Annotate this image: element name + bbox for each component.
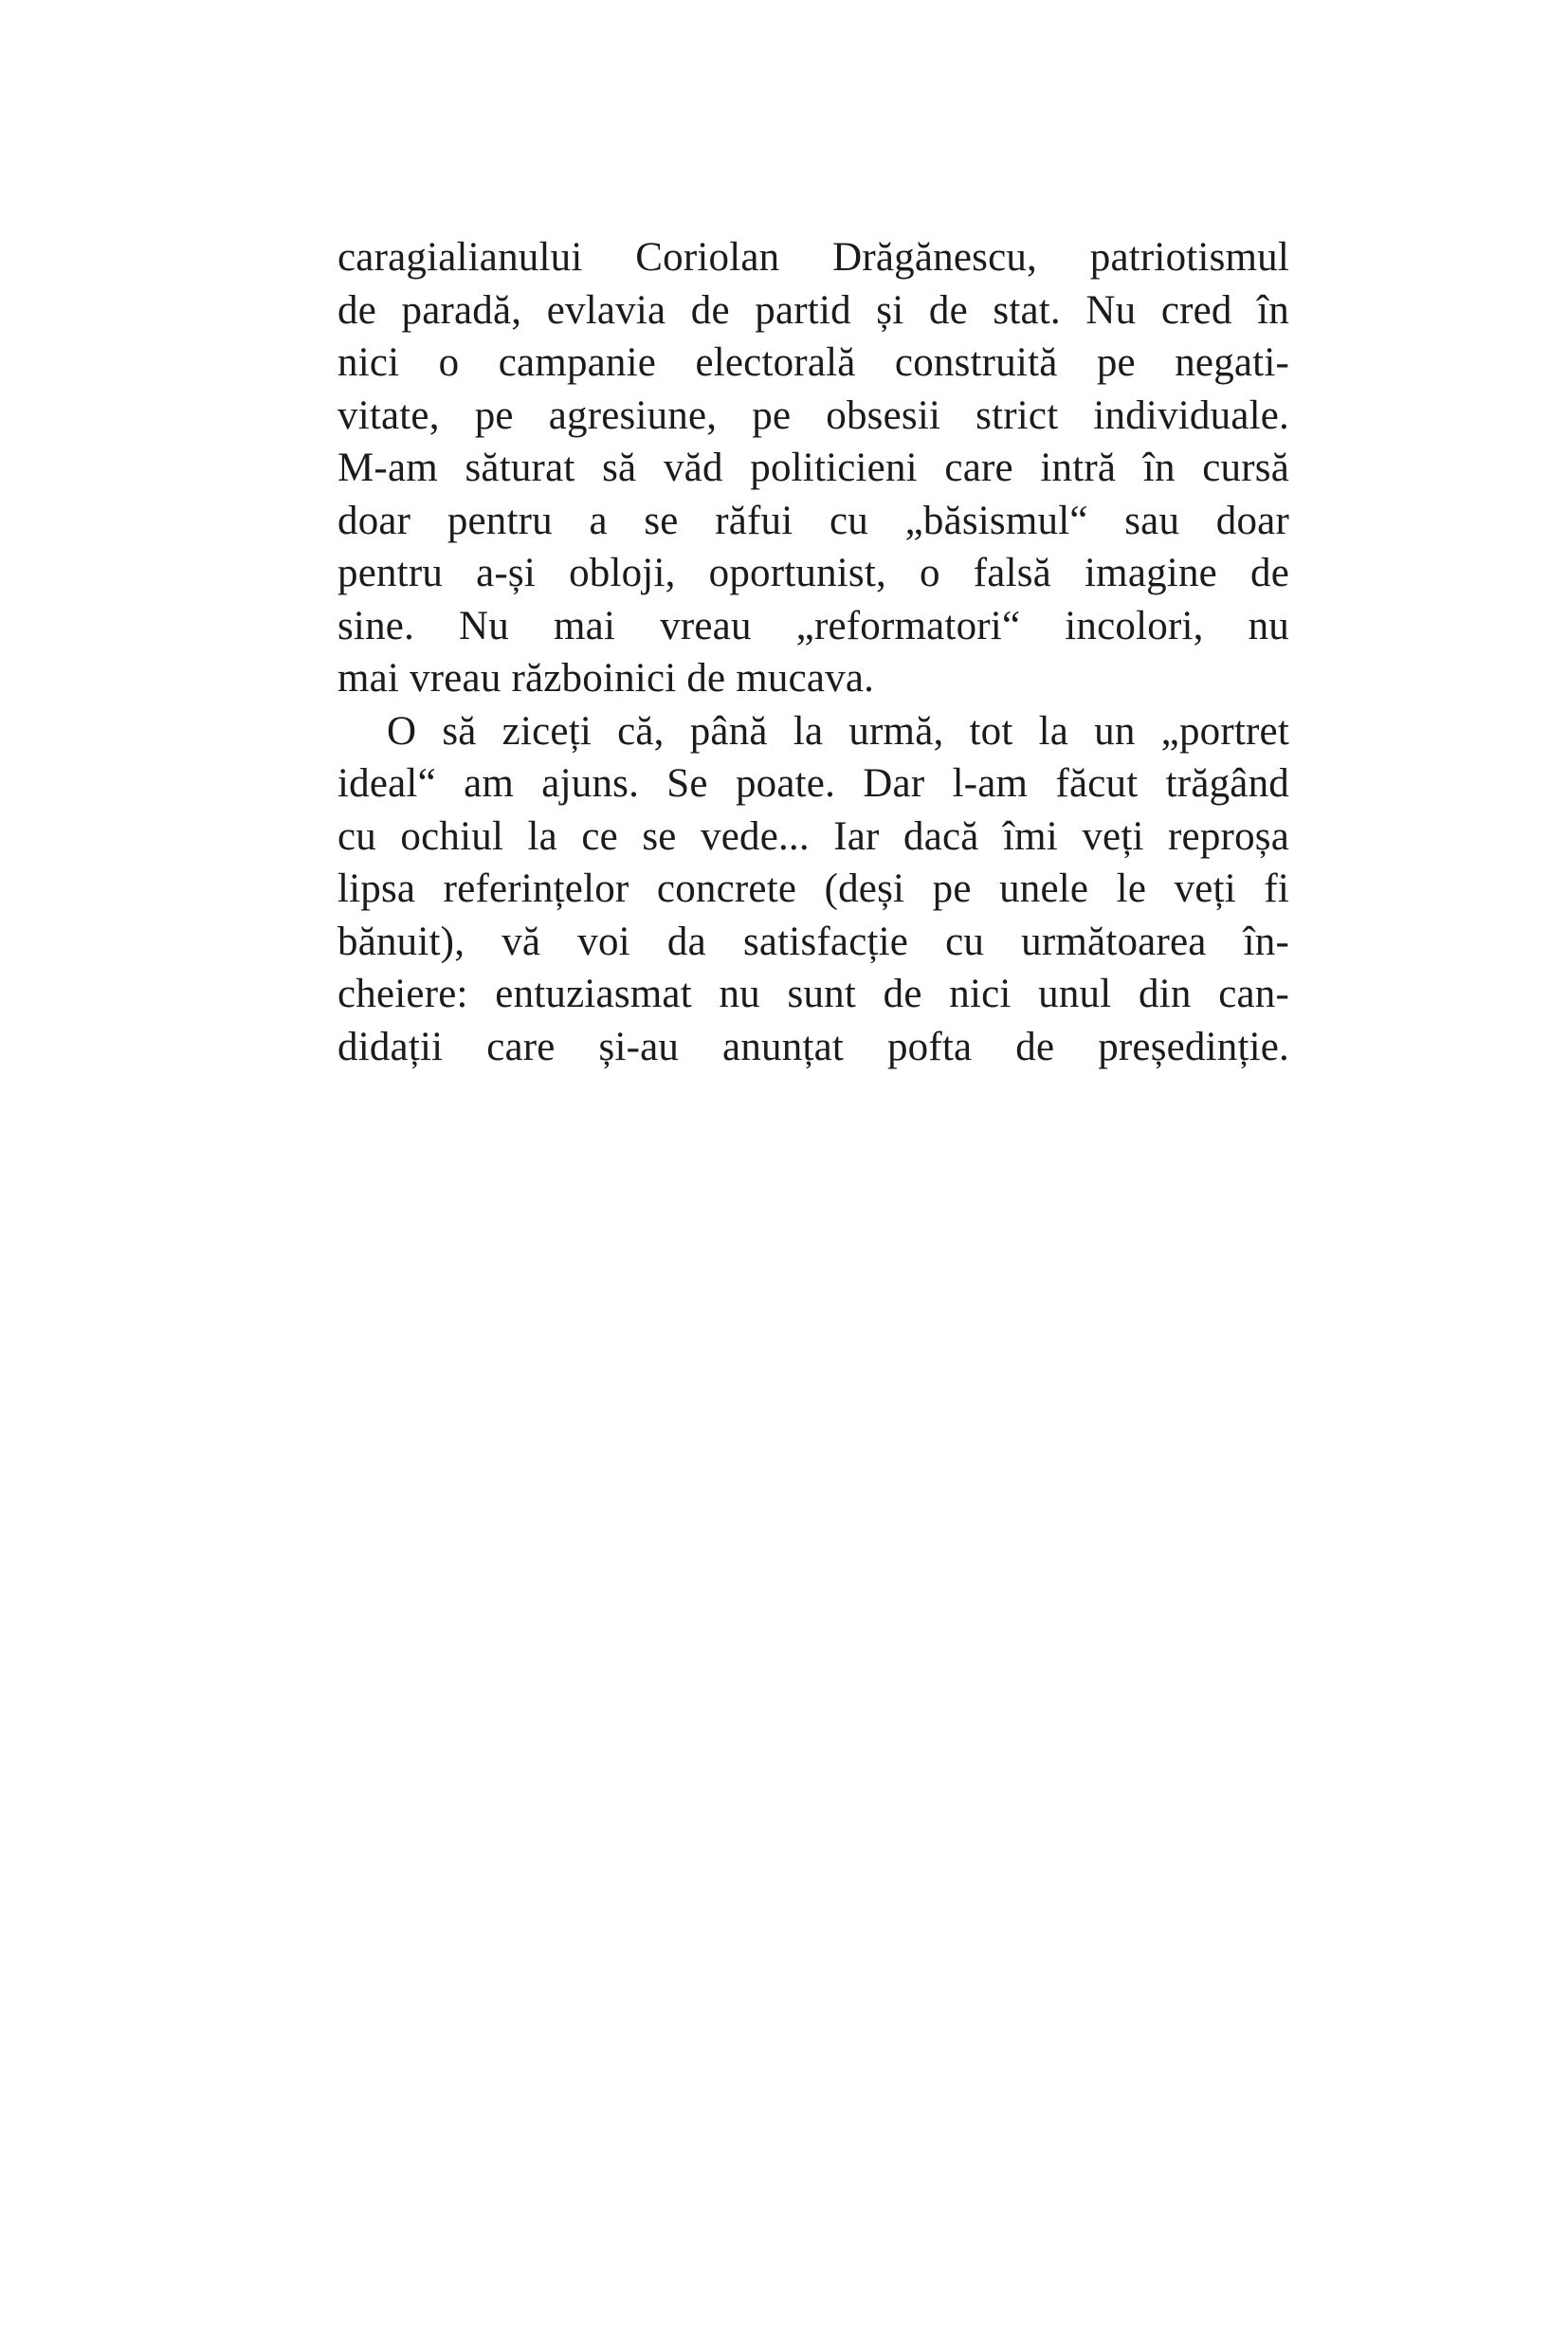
text-line: cheiere: entuziasmat nu sunt de nici unul din can- [337, 972, 1289, 1016]
body-text-block [337, 231, 1289, 1073]
text-line: vitate, pe agresiune, pe obsesii strict individuale. [337, 392, 1289, 438]
text-line: lipsa referințelor concrete (deși pe unele le veți fi [337, 866, 1289, 911]
text-line-paragraph-start: O să ziceți că, până la urmă, tot la un „portret [387, 708, 1289, 754]
text-line: M-am săturat să văd politicieni care intră în cursă [337, 446, 1289, 490]
text-line: pentru a-și obloji, oportunist, o falsă imagine de [337, 551, 1289, 595]
text-line: nici o campanie electorală construită pe negati- [337, 340, 1289, 385]
text-line: caragialianului Coriolan Drăgănescu, patriotismul [337, 235, 1289, 280]
text-line: de paradă, evlavia de partid și de stat. Nu cred în [337, 287, 1289, 333]
text-line: bănuit), vă voi da satisfacție cu următoarea în- [337, 919, 1289, 964]
text-line-paragraph-end: mai vreau războinici de mucava. [337, 656, 875, 701]
text-line: ideal“ am ajuns. Se poate. Dar l-am făcut trăgând [337, 761, 1289, 806]
text-line-paragraph-end: didații care și-au anunțat pofta de președinție. [337, 1024, 1289, 1069]
text-line: cu ochiul la ce se vede... Iar dacă îmi veți reproșa [337, 813, 1289, 859]
text-line: sine. Nu mai vreau „reformatori“ incolori, nu [337, 603, 1289, 648]
text-line: doar pentru a se răfui cu „băsismul“ sau doar [337, 498, 1289, 543]
